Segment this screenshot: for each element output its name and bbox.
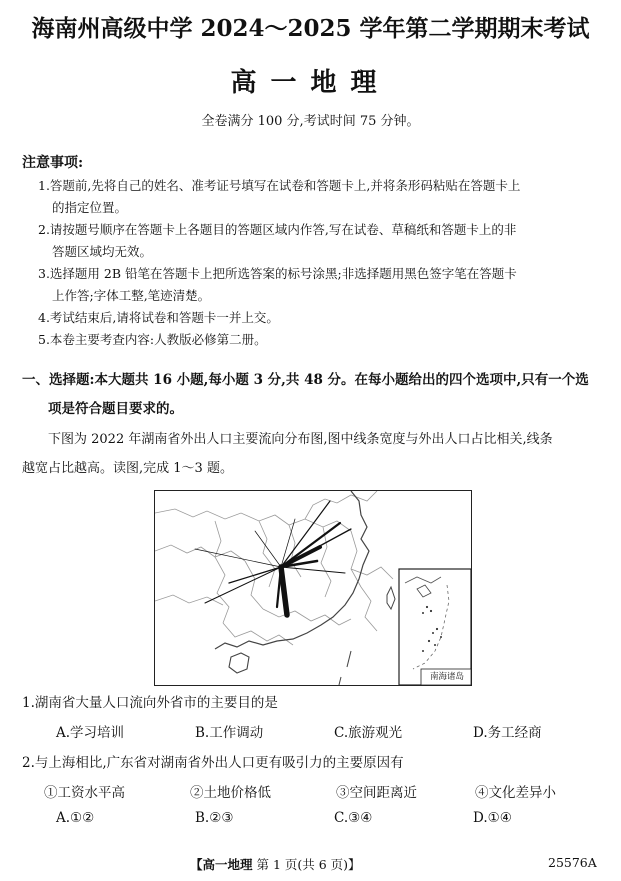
notice-line: 2.请按题号顺序在答题卡上各题目的答题区域内作答,写在试卷、草稿纸和答题卡上的非 bbox=[38, 222, 517, 237]
hainan-island bbox=[229, 653, 249, 673]
sea-boundary-dash bbox=[339, 677, 341, 685]
footer-code: 25576A bbox=[548, 855, 597, 870]
migration-map-graphic bbox=[155, 491, 471, 685]
notice-line: 的指定位置。 bbox=[52, 200, 128, 215]
section-heading-cont: 项是符合题目要求的。 bbox=[48, 401, 183, 417]
subject-title: 高一地理 bbox=[230, 68, 391, 98]
question-1-stem: 1.湖南省大量人口流向外省市的主要目的是 bbox=[22, 695, 278, 711]
notice-line: 答题区域均无效。 bbox=[52, 244, 153, 259]
migration-flow-lines bbox=[195, 501, 351, 615]
migration-flow-map bbox=[154, 490, 472, 686]
map-intro: 下图为 2022 年湖南省外出人口主要流向分布图,图中线条宽度与外出人口占比相关,线条 bbox=[48, 432, 553, 447]
page-footer bbox=[190, 855, 361, 873]
notice-heading: 注意事项: bbox=[22, 155, 84, 171]
exam-info: 全卷满分 100 分,考试时间 75 分钟。 bbox=[201, 114, 420, 129]
question-2-stem: 2.与上海相比,广东省对湖南省外出人口更有吸引力的主要原因有 bbox=[22, 755, 404, 771]
map-intro-cont: 越宽占比越高。读图,完成 1～3 题。 bbox=[22, 461, 233, 476]
notice-line: 3.选择题用 2B 铅笔在答题卡上把所选答案的标号涂黑;非选择题用黑色签字笔在答题卡 bbox=[38, 266, 517, 281]
q2-factor-1: ①工资水平高 bbox=[44, 785, 125, 801]
q2-factor-3: ③空间距离近 bbox=[336, 785, 417, 801]
q2-option-c: C.③④ bbox=[334, 810, 373, 826]
exam-title: 海南州高级中学 2024～2025 学年第二学期期末考试 bbox=[31, 15, 590, 42]
notice-line: 1.答题前,先将自己的姓名、准考证号填写在试卷和答题卡上,并将条形码粘贴在答题卡上 bbox=[38, 178, 521, 193]
q2-factor-2: ②土地价格低 bbox=[190, 785, 271, 801]
notice-line: 5.本卷主要考查内容:人教版必修第二册。 bbox=[38, 332, 267, 347]
q2-option-d: D.①④ bbox=[473, 810, 512, 826]
q2-factor-4: ④文化差异小 bbox=[475, 785, 556, 801]
q1-option-c: C.旅游观光 bbox=[334, 725, 403, 741]
notice-line: 上作答;字体工整,笔迹清楚。 bbox=[52, 288, 211, 303]
q2-option-b: B.②③ bbox=[195, 810, 234, 826]
q2-option-a: A.①② bbox=[56, 810, 95, 826]
q1-option-a: A.学习培训 bbox=[56, 725, 125, 741]
sea-boundary-dash bbox=[347, 651, 351, 667]
south-china-sea-inset bbox=[399, 569, 471, 685]
notice-line: 4.考试结束后,请将试卷和答题卡一并上交。 bbox=[38, 310, 279, 325]
q1-option-d: D.务工经商 bbox=[473, 725, 542, 741]
footer-page-number: 第 1 页(共 6 页)】 bbox=[256, 857, 361, 872]
taiwan-island bbox=[387, 587, 395, 609]
section-heading: 一、选择题:本大题共 16 小题,每小题 3 分,共 48 分。在每小题给出的四个选项中,只有一个选 bbox=[22, 372, 589, 388]
q1-option-b: B.工作调动 bbox=[195, 725, 264, 741]
inset-label: 南海诸岛 bbox=[429, 672, 464, 682]
coastline bbox=[215, 491, 369, 649]
footer-subject: 【高一地理 bbox=[190, 857, 253, 872]
